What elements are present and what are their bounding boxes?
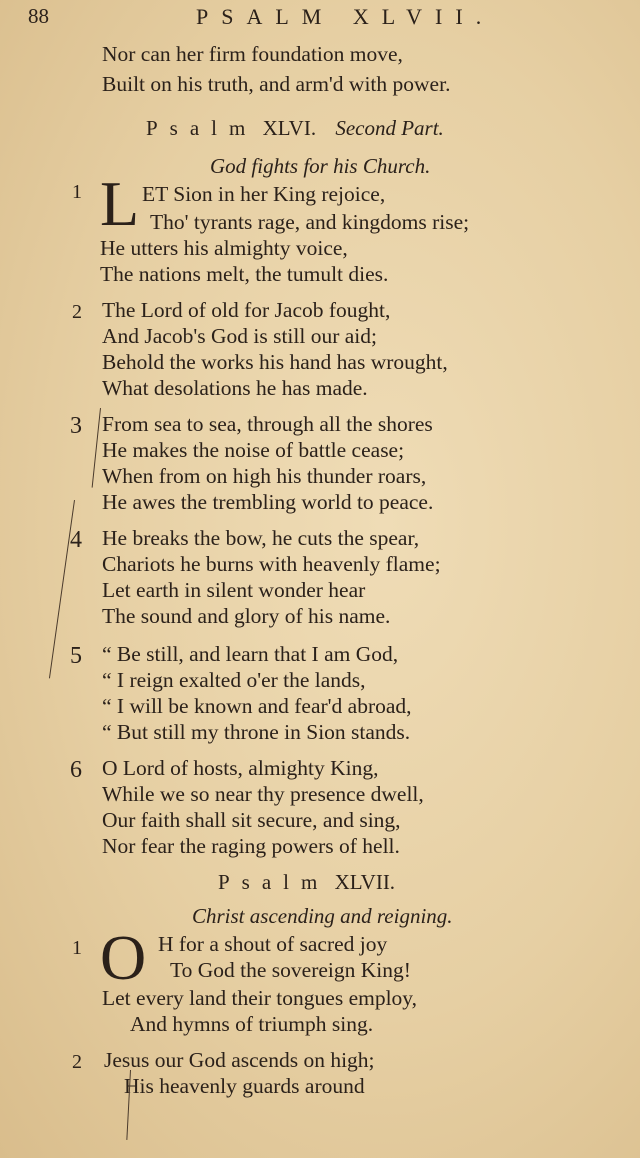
verse-line: ET Sion in her King rejoice,: [142, 182, 386, 206]
stanza-number: 1: [72, 181, 82, 203]
verse-line: Let every land their tongues employ,: [102, 986, 418, 1010]
title-number: XLVI.: [262, 116, 317, 140]
stanza-number: 6: [70, 757, 82, 783]
verse-line: “ Be still, and learn that I am God,: [102, 642, 399, 666]
verse-line: “ But still my throne in Sion stands.: [102, 720, 411, 744]
verse-line: Jesus our God ascends on high;: [104, 1048, 375, 1072]
verse-line: Our faith shall sit secure, and sing,: [102, 808, 401, 832]
verse-line: Behold the works his hand has wrought,: [102, 350, 448, 374]
section-title: [146, 114, 444, 142]
verse-line: Chariots he burns with heavenly flame;: [102, 552, 441, 576]
verse-line: He utters his almighty voice,: [100, 236, 348, 260]
verse-line: To God the sovereign King!: [170, 958, 411, 982]
drop-cap: L: [100, 168, 140, 239]
verse-line: From sea to sea, through all the shores: [102, 412, 433, 436]
verse-line: O Lord of hosts, almighty King,: [102, 756, 379, 780]
stanza-number: 2: [72, 301, 82, 323]
verse-line: “ I will be known and fear'd abroad,: [102, 694, 412, 718]
title-psalm: Psalm: [146, 116, 258, 140]
verse-line: He breaks the bow, he cuts the spear,: [102, 526, 420, 550]
stanza-number: 1: [72, 937, 82, 959]
verse-line: While we so near thy presence dwell,: [102, 782, 424, 806]
verse-line: He makes the noise of battle cease;: [102, 438, 405, 462]
title-part: Second Part.: [335, 116, 444, 140]
verse-line: The Lord of old for Jacob fought,: [102, 298, 391, 322]
verse-line: H for a shout of sacred joy: [158, 932, 388, 956]
verse-line: Let earth in silent wonder hear: [102, 578, 366, 602]
running-head: PSALM XLVII.: [196, 4, 495, 29]
verse-line: Nor can her firm foundation move,: [102, 42, 403, 66]
page-header: [0, 2, 640, 34]
verse-line: When from on high his thunder roars,: [102, 464, 427, 488]
verse-line: What desolations he has made.: [102, 376, 368, 400]
stanza-number: 4: [70, 527, 82, 553]
verse-line: He awes the trembling world to peace.: [102, 490, 434, 514]
verse-line: The sound and glory of his name.: [102, 604, 391, 628]
verse-line: Tho' tyrants rage, and kingdoms rise;: [150, 210, 470, 234]
verse-line: And Jacob's God is still our aid;: [102, 324, 377, 348]
verse-line: Built on his truth, and arm'd with power.: [102, 72, 451, 96]
pen-mark: [92, 408, 101, 488]
stanza-number: 5: [70, 643, 82, 669]
stanza-number: 3: [70, 413, 82, 439]
verse-line: And hymns of triumph sing.: [130, 1012, 374, 1036]
section-subtitle: Christ ascending and reigning.: [192, 904, 453, 928]
drop-cap: O: [100, 922, 147, 993]
page-number: 88: [28, 4, 49, 28]
verse-line: The nations melt, the tumult dies.: [100, 262, 389, 286]
title-psalm: Psalm: [218, 870, 330, 894]
verse-line: Nor fear the raging powers of hell.: [102, 834, 400, 858]
stanza-number: 2: [72, 1051, 82, 1073]
section-subtitle: God fights for his Church.: [210, 154, 431, 178]
verse-line: “ I reign exalted o'er the lands,: [102, 668, 366, 692]
title-number: XLVII.: [334, 870, 396, 894]
section-title: [218, 868, 395, 896]
verse-line: His heavenly guards around: [124, 1074, 365, 1098]
